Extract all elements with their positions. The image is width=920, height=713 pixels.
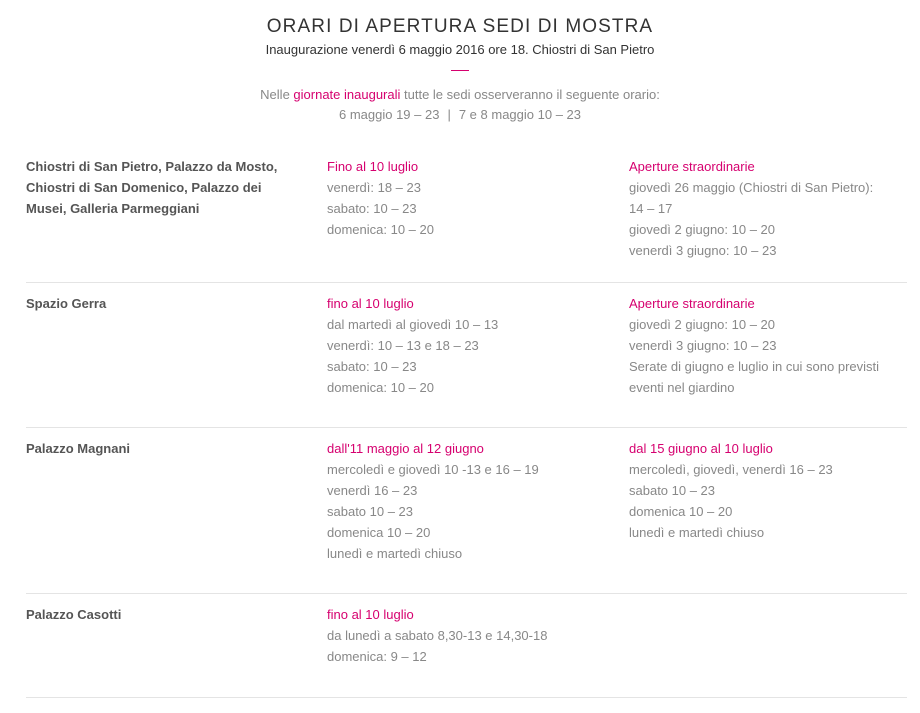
schedule-heading: Aperture straordinarie bbox=[629, 159, 755, 174]
schedule-heading: dall'11 maggio al 12 giugno bbox=[327, 441, 484, 456]
schedule-column bbox=[629, 438, 899, 543]
schedule-line: venerdì 16 – 23 bbox=[327, 483, 418, 498]
schedule-line: venerdì: 10 – 13 e 18 – 23 bbox=[327, 338, 479, 353]
table-row bbox=[26, 146, 907, 283]
schedule-line: mercoledì e giovedì 10 -13 e 16 – 19 bbox=[327, 462, 539, 477]
schedule-line: 14 – 17 bbox=[629, 201, 673, 216]
intro-sentence bbox=[0, 85, 920, 105]
table-row bbox=[26, 428, 907, 594]
header bbox=[0, 0, 920, 71]
page-subtitle: Inaugurazione venerdì 6 maggio 2016 ore 18. Chiostri di San Pietro bbox=[265, 42, 655, 57]
schedule-column bbox=[629, 156, 899, 261]
schedule-line: sabato: 10 – 23 bbox=[327, 359, 417, 374]
schedule-line: venerdì 3 giugno: 10 – 23 bbox=[629, 338, 777, 353]
schedule-line: dal martedì al giovedì 10 – 13 bbox=[327, 317, 499, 332]
table-row bbox=[26, 594, 907, 698]
schedule-column bbox=[629, 293, 899, 398]
intro-separator: | bbox=[447, 107, 451, 122]
intro-highlight: giornate inaugurali bbox=[293, 87, 401, 102]
intro-dates-a: 6 maggio 19 – 23 bbox=[338, 107, 440, 122]
intro-before: Nelle bbox=[260, 87, 294, 102]
schedule-table bbox=[26, 146, 907, 698]
schedule-line: giovedì 2 giugno: 10 – 20 bbox=[629, 317, 776, 332]
intro bbox=[0, 85, 920, 125]
table-row bbox=[26, 283, 907, 428]
schedule-line: venerdì 3 giugno: 10 – 23 bbox=[629, 243, 777, 258]
venue-name: Palazzo Magnani bbox=[26, 441, 131, 456]
schedule-line: giovedì 2 giugno: 10 – 20 bbox=[629, 222, 776, 237]
schedule-line: domenica 10 – 20 bbox=[629, 504, 733, 519]
venue-name: Chiostri di San Pietro, Palazzo da Mosto, Chiostri di San Domenico, Palazzo dei Musei, Galleria Parmeggiani bbox=[26, 159, 278, 216]
venue-name: Palazzo Casotti bbox=[26, 607, 122, 622]
schedule-column bbox=[327, 438, 617, 564]
schedule-line: Serate di giugno e luglio in cui sono previsti bbox=[629, 359, 880, 374]
schedule-heading: fino al 10 luglio bbox=[327, 296, 414, 311]
schedule-heading: Fino al 10 luglio bbox=[327, 159, 419, 174]
title-divider bbox=[451, 70, 469, 71]
schedule-heading: fino al 10 luglio bbox=[327, 607, 414, 622]
schedule-heading: dal 15 giugno al 10 luglio bbox=[629, 441, 773, 456]
schedule-line: domenica: 10 – 20 bbox=[327, 222, 434, 237]
schedule-line: lunedì e martedì chiuso bbox=[327, 546, 463, 561]
schedule-column bbox=[327, 156, 617, 240]
schedule-line: venerdì: 18 – 23 bbox=[327, 180, 421, 195]
schedule-line: lunedì e martedì chiuso bbox=[629, 525, 765, 540]
schedule-line: giovedì 26 maggio (Chiostri di San Pietro): bbox=[629, 180, 874, 195]
schedule-line: sabato 10 – 23 bbox=[629, 483, 716, 498]
intro-dates bbox=[0, 105, 920, 125]
schedule-line: eventi nel giardino bbox=[629, 380, 735, 395]
schedule-line: sabato 10 – 23 bbox=[327, 504, 414, 519]
schedule-line: domenica 10 – 20 bbox=[327, 525, 431, 540]
schedule-line: sabato: 10 – 23 bbox=[327, 201, 417, 216]
schedule-line: da lunedì a sabato 8,30-13 e 14,30-18 bbox=[327, 628, 548, 643]
intro-after: tutte le sedi osserveranno il seguente orario: bbox=[400, 87, 660, 102]
venue-name: Spazio Gerra bbox=[26, 296, 107, 311]
schedule-line: domenica: 10 – 20 bbox=[327, 380, 434, 395]
schedule-line: mercoledì, giovedì, venerdì 16 – 23 bbox=[629, 462, 833, 477]
intro-dates-b: 7 e 8 maggio 10 – 23 bbox=[458, 107, 581, 122]
page-title: ORARI DI APERTURA SEDI DI MOSTRA bbox=[266, 16, 654, 37]
schedule-heading: Aperture straordinarie bbox=[629, 296, 755, 311]
schedule-line: domenica: 9 – 12 bbox=[327, 649, 427, 664]
schedule-column bbox=[327, 293, 617, 398]
schedule-column bbox=[327, 604, 617, 667]
